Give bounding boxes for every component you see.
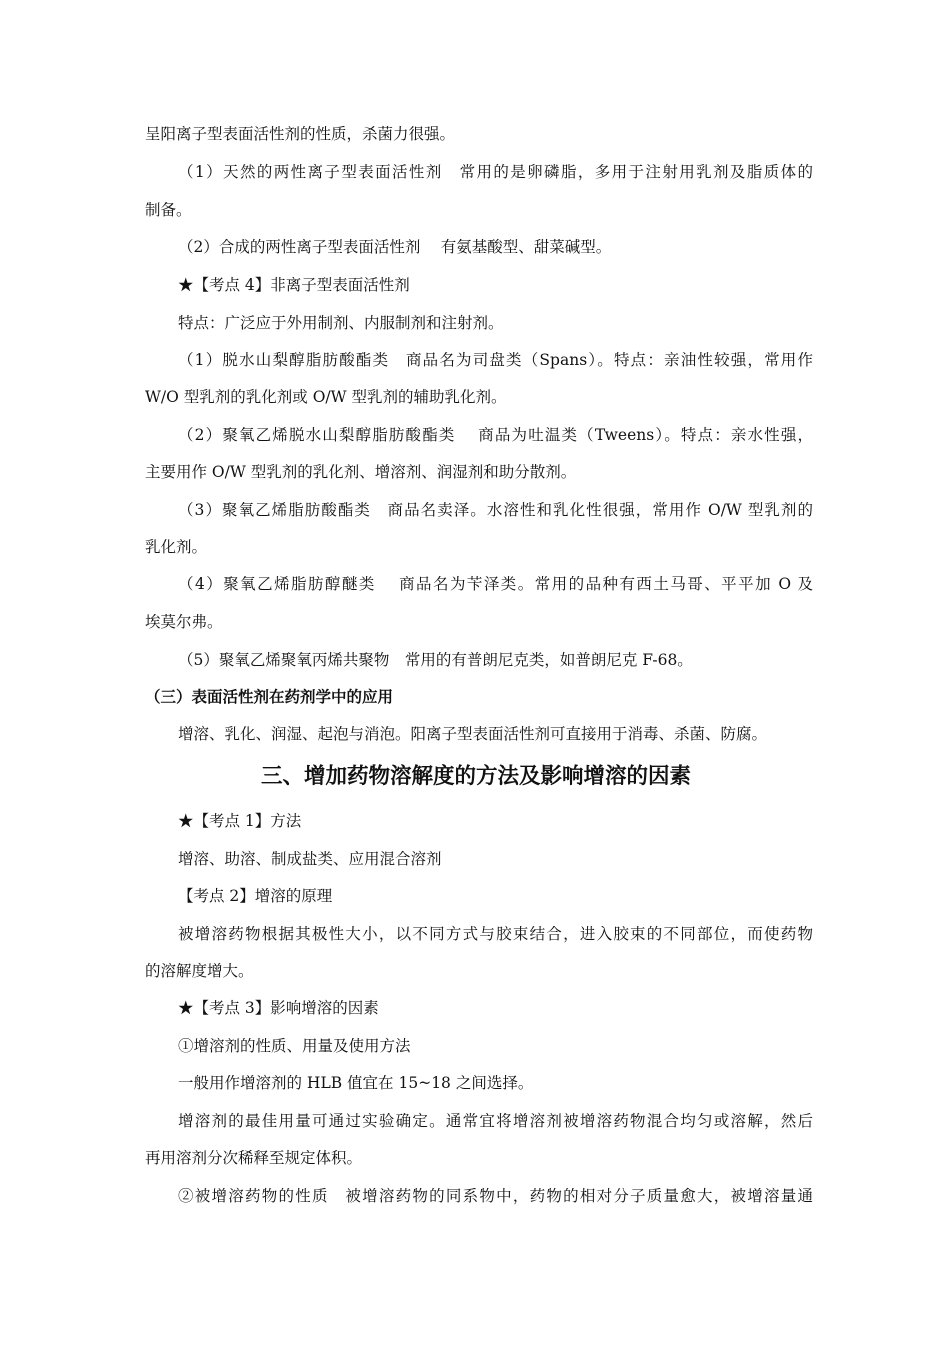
text-line: 增溶、乳化、润湿、起泡与消泡。阳离子型表面活性剂可直接用于消毒、杀菌、防腐。 bbox=[178, 725, 768, 743]
text-line: （2）合成的两性离子型表面活性剂 有氨基酸型、甜菜碱型。 bbox=[178, 238, 612, 256]
text-line: 增溶剂的最佳用量可通过实验确定。通常宜将增溶剂被增溶药物混合均匀或溶解，然后 bbox=[178, 1112, 813, 1130]
text-line: 再用溶剂分次稀释至规定体积。 bbox=[145, 1149, 363, 1167]
text-line: （5）聚氧乙烯聚氧丙烯共聚物 常用的有普朗尼克类，如普朗尼克 F-68。 bbox=[178, 651, 693, 669]
text-line: 乳化剂。 bbox=[145, 538, 208, 556]
text-line: W/O 型乳剂的乳化剂或 O/W 型乳剂的辅助乳化剂。 bbox=[145, 388, 507, 406]
text-line: 主要用作 O/W 型乳剂的乳化剂、增溶剂、润湿剂和助分散剂。 bbox=[145, 463, 577, 481]
text-line: ①增溶剂的性质、用量及使用方法 bbox=[178, 1037, 411, 1055]
text-line: ②被增溶药物的性质 被增溶药物的同系物中，药物的相对分子质量愈大，被增溶量通 bbox=[178, 1187, 813, 1205]
section-title: 三、增加药物溶解度的方法及影响增溶的因素 bbox=[260, 764, 691, 789]
key-point-heading: ★【考点 1】方法 bbox=[178, 812, 302, 830]
text-line: 特点：广泛应于外用制剂、内服制剂和注射剂。 bbox=[178, 314, 504, 332]
key-point-heading: ★【考点 4】非离子型表面活性剂 bbox=[178, 276, 410, 294]
text-line: （3）聚氧乙烯脂肪酸酯类 商品名卖泽。水溶性和乳化性很强，常用作 O/W 型乳剂的 bbox=[178, 501, 813, 519]
text-line: 埃莫尔弗。 bbox=[145, 613, 223, 631]
text-line: 一般用作增溶剂的 HLB 值宜在 15~18 之间选择。 bbox=[178, 1074, 534, 1092]
text-line: 的溶解度增大。 bbox=[145, 962, 254, 980]
text-line: （4）聚氧乙烯脂肪醇醚类 商品名为苄泽类。常用的品种有西土马哥、平平加 O 及 bbox=[178, 575, 813, 593]
key-point-heading: 【考点 2】增溶的原理 bbox=[178, 887, 333, 905]
text-line: （1）天然的两性离子型表面活性剂 常用的是卵磷脂，多用于注射用乳剂及脂质体的 bbox=[178, 163, 813, 181]
text-line: 制备。 bbox=[145, 201, 192, 219]
subsection-heading: （三）表面活性剂在药剂学中的应用 bbox=[145, 687, 394, 706]
text-line: （2）聚氧乙烯脱水山梨醇脂肪酸酯类 商品为吐温类（Tweens）。特点：亲水性强， bbox=[178, 426, 813, 444]
key-point-heading: ★【考点 3】影响增溶的因素 bbox=[178, 999, 379, 1017]
text-line: 被增溶药物根据其极性大小，以不同方式与胶束结合，进入胶束的不同部位，而使药物 bbox=[178, 925, 813, 943]
text-line: （1）脱水山梨醇脂肪酸酯类 商品名为司盘类（Spans）。特点：亲油性较强，常用作 bbox=[178, 351, 813, 369]
text-line: 增溶、助溶、制成盐类、应用混合溶剂 bbox=[178, 850, 442, 868]
text-line: 呈阳离子型表面活性剂的性质，杀菌力很强。 bbox=[145, 125, 456, 143]
